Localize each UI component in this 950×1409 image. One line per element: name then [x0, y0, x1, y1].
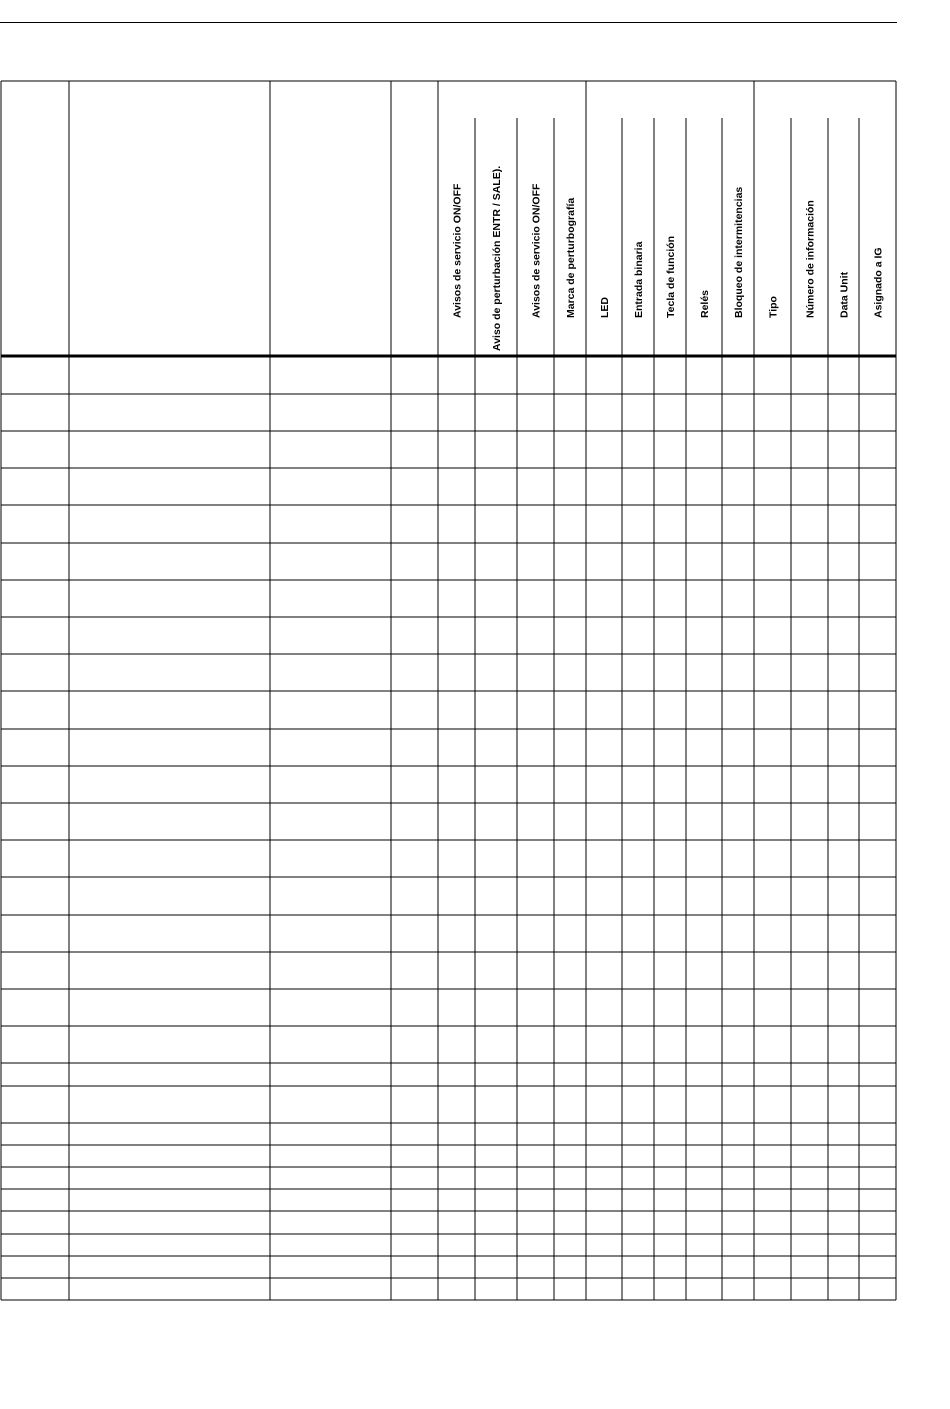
column-header-asignado-ig: Asignado a IG: [872, 247, 885, 318]
column-header-avisos-servicio-2: Avisos de servicio ON/OFF: [530, 183, 543, 318]
column-header-data-unit: Data Unit: [838, 271, 851, 318]
column-header-aviso-perturbacion: Aviso de perturbación ENTR / SALE).: [491, 165, 503, 351]
column-header-reles: Relés: [699, 289, 711, 318]
column-header-bloqueo-intermitencias: Bloqueo de intermitencias: [733, 186, 745, 318]
column-header-avisos-servicio-1: Avisos de servicio ON/OFF: [451, 183, 464, 318]
column-header-tipo: Tipo: [767, 296, 780, 318]
column-header-numero-informacion: Número de información: [804, 200, 817, 318]
column-header-tecla-funcion: Tecla de función: [665, 235, 677, 318]
column-header-entrada-binaria: Entrada binaria: [633, 241, 645, 318]
column-header-led: LED: [599, 297, 611, 318]
column-header-marca-perturbografia: Marca de perturbografía: [565, 197, 577, 318]
